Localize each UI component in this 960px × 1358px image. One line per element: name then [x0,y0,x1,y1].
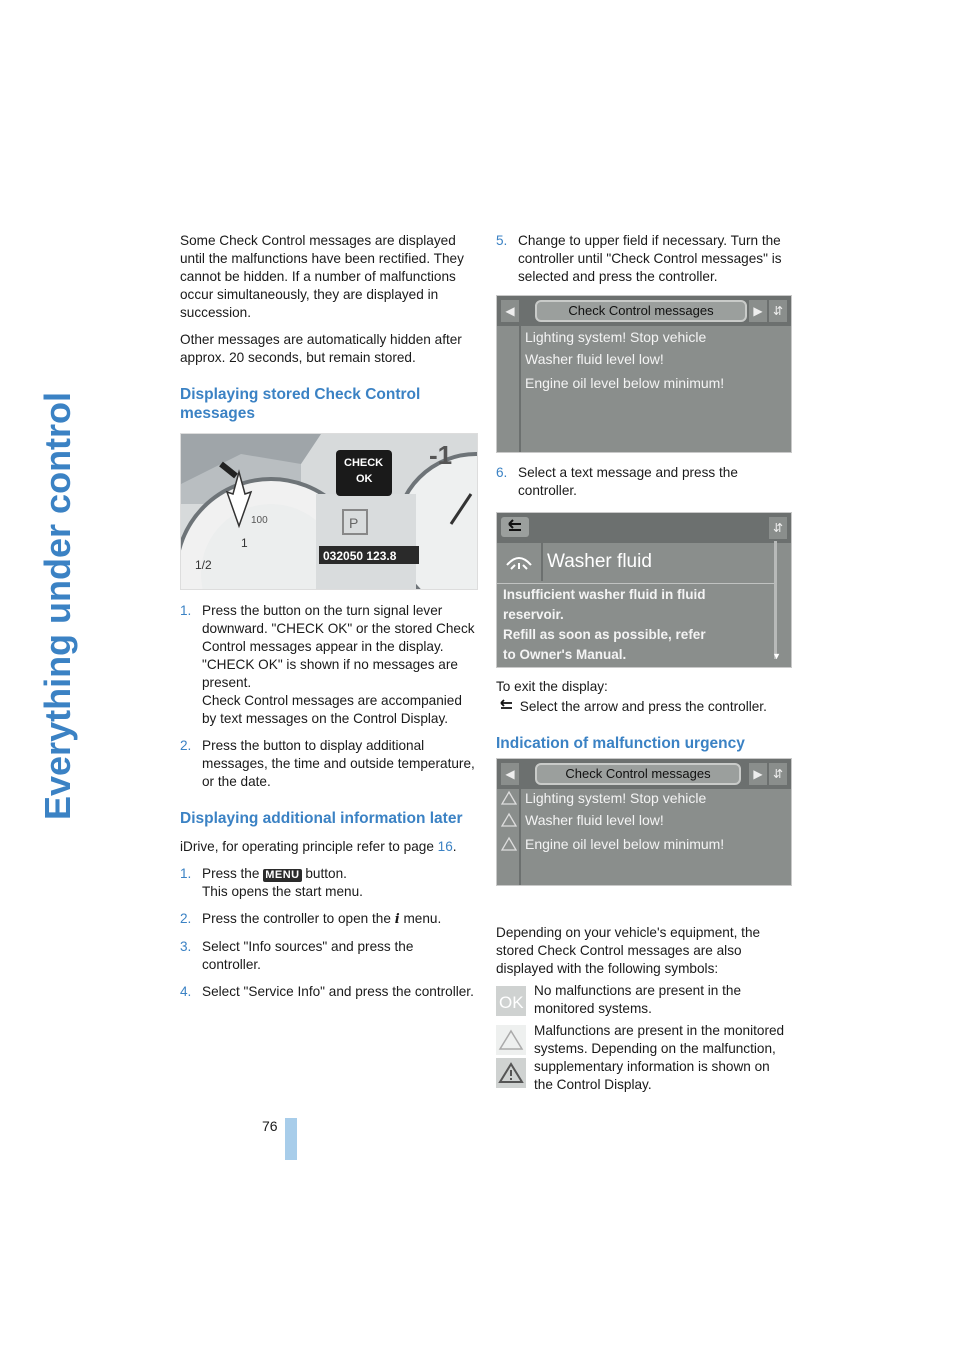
step-1-turn-signal: 1. Press the button on the turn signal lever downward. "CHECK OK" or the stored Check Control messages appear in the display. "CHECK OK" is shown if no messages are present. Check Control messages are accompanied by text messages on the Control Display. [180,603,475,726]
scrollbar[interactable] [774,541,777,659]
control-display-screen-1 [496,295,792,453]
screen-2-divider [541,543,543,581]
screen-2-line-4: to Owner's Manual. [503,647,627,662]
svg-text:OK: OK [499,993,524,1012]
dashboard-rpm-minus1: -1 [429,440,453,470]
exit-title: To exit the display: [496,679,608,694]
screen-3-tab[interactable]: Check Control messages [535,763,741,785]
screen-2-rule [497,583,775,584]
step-2-info-menu: 2. Press the controller to open the i menu. [180,911,442,927]
back-arrow-icon[interactable] [501,517,529,537]
heading-additional-info: Displaying additional information later [180,810,463,827]
heading-stored-messages: Displaying stored Check Control messages [180,386,421,422]
left-arrow-icon[interactable]: ◀ [501,300,519,322]
right-arrow-icon-3[interactable]: ▶ [749,763,767,785]
menu-button-icon: MENU [265,869,300,881]
info-icon: i [394,912,400,927]
washer-icon [501,547,537,579]
left-column [180,232,476,1010]
dashboard-ok-label: OK [356,473,373,485]
side-title [22,30,82,820]
screen-2-line-3: Refill as soon as possible, refer [503,627,706,642]
page-number: 76 [262,1118,278,1134]
ok-icon [496,986,526,1016]
control-display-screen-2 [496,512,792,668]
left-arrow-icon-3[interactable]: ◀ [501,763,519,785]
scroll-icon-3[interactable]: ⇵ [769,763,787,785]
exit-text-line: Select the arrow and press the controller. [496,698,792,716]
warning-triangle-outline-icon [496,1025,526,1055]
heading-urgency: Indication of malfunction urgency [496,735,745,753]
symbols-section [496,924,792,987]
dashboard-odometer: 032050 123.8 [323,549,397,563]
dashboard-fuel-one: 1 [241,536,248,550]
dashboard-gear-label: P [349,515,359,531]
right-column [496,232,792,295]
scroll-down-icon[interactable]: ▼ [772,651,781,661]
screen-1-line-2: Washer fluid level low! [525,351,664,367]
screen-2-top-bar [497,513,791,543]
step-3-info-sources: 3. Select "Info sources" and press the controller. [180,939,414,972]
screen-1-line-3: Engine oil level below minimum! [525,375,725,391]
right-arrow-icon[interactable]: ▶ [749,300,767,322]
screen-2-title: Washer fluid [547,551,652,572]
paragraph-hidden: Other messages are automatically hidden after approx. 20 seconds, but remain stored. [180,332,462,365]
warning-triangle-icon [501,811,517,829]
scroll-icon[interactable]: ⇵ [769,300,787,322]
symbol-ok-description: No malfunctions are present in the monitored systems. [534,983,742,1016]
back-arrow-small-icon [496,698,516,716]
screen-1-tab[interactable]: Check Control messages [535,300,747,322]
page-link[interactable]: 16 [437,839,453,854]
control-display-screen-3 [496,758,792,886]
dashboard-check-label: CHECK [344,457,384,469]
symbol-warning-description: Malfunctions are present in the monitored systems. Depending on the malfunction, supplementary information is shown on the Control Display. [534,1023,785,1092]
screen-3-line-1: Lighting system! Stop vehicle [525,790,707,806]
screen-2-line-1: Insufficient washer fluid in fluid [503,587,706,602]
screen-1-divider [519,326,521,452]
warning-triangle-icon [501,835,517,853]
dashboard-photo [180,433,478,590]
screen-3-divider [519,789,521,885]
scroll-icon-2[interactable]: ⇵ [769,517,787,539]
side-title-text: Everything under control [37,391,78,820]
paragraph-symbols: Depending on your vehicle's equipment, the stored Check Control messages are also displayed with the following symbols: [496,925,761,976]
screen-3-line-2: Washer fluid level low! [525,812,664,828]
right-column-2 [496,464,792,509]
step-1-menu: 1. Press the MENU button. This opens the start menu. [180,866,363,899]
page-bar [285,1118,297,1160]
dashboard-speed-100: 100 [251,515,268,526]
paragraph-check-control: Some Check Control messages are displayed until the malfunctions have been rectified. They cannot be hidden. If a number of malfunctions occur simultaneously, they are displayed in succession. [180,233,464,320]
warning-triangle-filled-icon [496,1058,526,1088]
dashboard-fuel-half: 1/2 [195,558,212,572]
step-5-upper-field: 5. Change to upper field if necessary. Turn the controller until "Check Control messages" is selected and press the controller. [496,233,782,284]
step-2-additional: 2. Press the button to display additional messages, the time and outside temperature, or the date. [180,738,475,789]
exit-instructions [496,678,792,763]
step-4-service-info: 4. Select "Service Info" and press the controller. [180,984,474,999]
screen-3-line-3: Engine oil level below minimum! [525,836,725,852]
warning-triangle-icon [501,789,517,807]
screen-2-line-2: reservoir. [503,607,564,622]
idrive-reference: iDrive, for operating principle refer to page 16. [180,839,457,854]
step-6-select-message: 6. Select a text message and press the controller. [496,465,738,498]
screen-1-line-1: Lighting system! Stop vehicle [525,329,707,345]
